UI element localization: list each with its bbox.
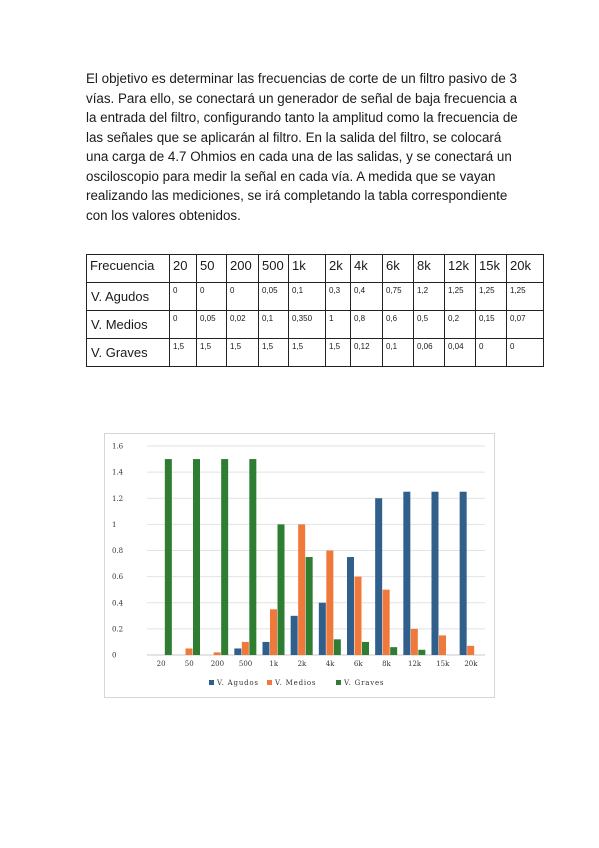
table-cell: 1,5 — [170, 339, 197, 367]
intro-paragraph: El objetivo es determinar las frecuencias de corte de un filtro pasivo de 3 vías. Para ello, se conectará un generador de señal de baja frecuencia a la entrada del filtro, configurando tanto la amplitud como la frecuencia de las señales que se aplicarán al filtro. En la salida del filtro, se colocará una carga de 4.7 Ohmios en cada una de las salidas, y se conectará un osciloscopio para medir la señal en cada vía. A medida que se vayan realizando las mediciones, se irá completando la tabla correspondiente con los valores obtenidos. — [86, 71, 518, 223]
bar-v-agudos — [263, 642, 270, 655]
header-cell-frequency: 500 — [259, 255, 289, 283]
table-cell: 0 — [197, 283, 227, 311]
frequency-table — [86, 254, 544, 367]
header-cell-frequency: 8k — [414, 255, 445, 283]
row-label: V. Graves — [87, 339, 170, 367]
y-tick-label: 1.6 — [112, 442, 124, 451]
table-cell: 0,07 — [507, 311, 544, 339]
bar-v-graves — [165, 459, 172, 655]
legend-label: V. Medios — [275, 679, 317, 687]
x-tick-label: 15k — [436, 660, 450, 668]
bar-v-graves — [278, 524, 285, 655]
bar-v-agudos — [432, 492, 439, 655]
bar-v-medios — [467, 646, 474, 655]
bar-v-agudos — [234, 648, 241, 655]
table-cell: 0,4 — [351, 283, 383, 311]
bar-v-medios — [214, 652, 221, 655]
y-tick-label: 1.2 — [112, 494, 124, 503]
x-tick-label: 200 — [210, 660, 225, 668]
table-cell: 0 — [476, 339, 507, 367]
header-cell-frequency: 1k — [289, 255, 326, 283]
header-cell-frequency: 50 — [197, 255, 227, 283]
x-tick-label: 12k — [408, 660, 422, 668]
x-tick-label: 6k — [353, 660, 363, 668]
table-cell: 0,1 — [259, 311, 289, 339]
bar-v-medios — [383, 590, 390, 655]
bar-v-graves — [334, 639, 341, 655]
bar-v-agudos — [291, 616, 298, 655]
table-cell: 0,2 — [445, 311, 476, 339]
y-tick-label: 0.4 — [112, 599, 124, 608]
header-cell-frequency: 20 — [170, 255, 197, 283]
x-tick-label: 8k — [382, 660, 391, 668]
bar-v-medios — [298, 524, 305, 655]
legend-swatch — [267, 680, 272, 685]
x-tick-label: 1k — [269, 660, 279, 668]
bar-v-graves — [390, 647, 397, 655]
table-cell: 0,75 — [383, 283, 414, 311]
x-tick-label: 50 — [184, 660, 194, 668]
table-cell: 0,6 — [383, 311, 414, 339]
x-tick-label: 20 — [156, 660, 166, 668]
row-label: V. Medios — [87, 311, 170, 339]
y-tick-label: 0.6 — [112, 573, 124, 582]
bar-v-graves — [418, 650, 425, 655]
table-cell: 0,15 — [476, 311, 507, 339]
bar-v-graves — [193, 459, 200, 655]
y-tick-label: 0 — [112, 651, 117, 660]
table-cell: 0,05 — [197, 311, 227, 339]
bar-v-agudos — [403, 492, 410, 655]
header-cell-frequency: 4k — [351, 255, 383, 283]
bar-v-graves — [306, 557, 313, 655]
legend-label: V. Agudos — [217, 679, 259, 687]
header-cell-frequency: 20k — [507, 255, 544, 283]
table-cell: 0,1 — [383, 339, 414, 367]
bar-v-agudos — [319, 603, 326, 655]
table-cell: 1,25 — [445, 283, 476, 311]
legend-swatch — [209, 680, 214, 685]
header-cell-frequency: 6k — [383, 255, 414, 283]
bar-v-medios — [439, 635, 446, 655]
table-cell: 0,3 — [326, 283, 351, 311]
table-cell: 1,5 — [259, 339, 289, 367]
row-label: V. Agudos — [87, 283, 170, 311]
x-tick-label: 4k — [325, 660, 335, 668]
table-cell: 0 — [507, 339, 544, 367]
y-tick-label: 1 — [112, 520, 117, 529]
chart — [104, 433, 495, 698]
table-cell: 1,5 — [197, 339, 227, 367]
table-cell: 0 — [170, 283, 197, 311]
bar-v-medios — [326, 551, 333, 656]
table-cell: 1,25 — [507, 283, 544, 311]
y-tick-label: 0.8 — [112, 547, 124, 555]
table-cell: 0 — [227, 283, 259, 311]
bar-v-medios — [186, 648, 193, 655]
header-cell-frecuencia: Frecuencia — [87, 255, 170, 283]
table-cell: 0,350 — [289, 311, 326, 339]
bar-v-graves — [221, 459, 228, 655]
table-cell: 1,5 — [289, 339, 326, 367]
bar-v-medios — [242, 642, 249, 655]
bar-v-agudos — [375, 498, 382, 655]
table-cell: 0,1 — [289, 283, 326, 311]
header-cell-frequency: 12k — [445, 255, 476, 283]
table-cell: 0,02 — [227, 311, 259, 339]
bar-chart-svg — [105, 434, 496, 699]
y-tick-label: 0.2 — [112, 625, 124, 634]
table-row — [87, 311, 544, 339]
table-cell: 1,5 — [227, 339, 259, 367]
bar-v-medios — [411, 629, 418, 655]
x-tick-label: 2k — [297, 660, 307, 668]
bar-v-medios — [355, 577, 362, 655]
table-cell: 0,5 — [414, 311, 445, 339]
table-cell: 1,2 — [414, 283, 445, 311]
table-cell: 1,5 — [326, 339, 351, 367]
x-tick-label: 20k — [464, 660, 478, 668]
table-row — [87, 339, 544, 367]
table-cell: 0,05 — [259, 283, 289, 311]
y-tick-label: 1.4 — [112, 468, 124, 477]
table-cell: 1 — [326, 311, 351, 339]
bar-v-agudos — [347, 557, 354, 655]
table-cell: 1,25 — [476, 283, 507, 311]
table-cell: 0,04 — [445, 339, 476, 367]
x-tick-label: 500 — [238, 660, 253, 668]
header-cell-frequency: 2k — [326, 255, 351, 283]
table-header-row — [87, 255, 544, 283]
bar-v-graves — [362, 642, 369, 655]
table-row — [87, 283, 544, 311]
table-cell: 0 — [170, 311, 197, 339]
bar-v-agudos — [460, 492, 467, 655]
table-cell: 0,12 — [351, 339, 383, 367]
legend-label: V. Graves — [344, 679, 385, 687]
header-cell-frequency: 200 — [227, 255, 259, 283]
header-cell-frequency: 15k — [476, 255, 507, 283]
legend-swatch — [336, 680, 341, 685]
bar-v-medios — [270, 609, 277, 655]
table-cell: 0,06 — [414, 339, 445, 367]
table-cell: 0,8 — [351, 311, 383, 339]
bar-v-graves — [249, 459, 256, 655]
